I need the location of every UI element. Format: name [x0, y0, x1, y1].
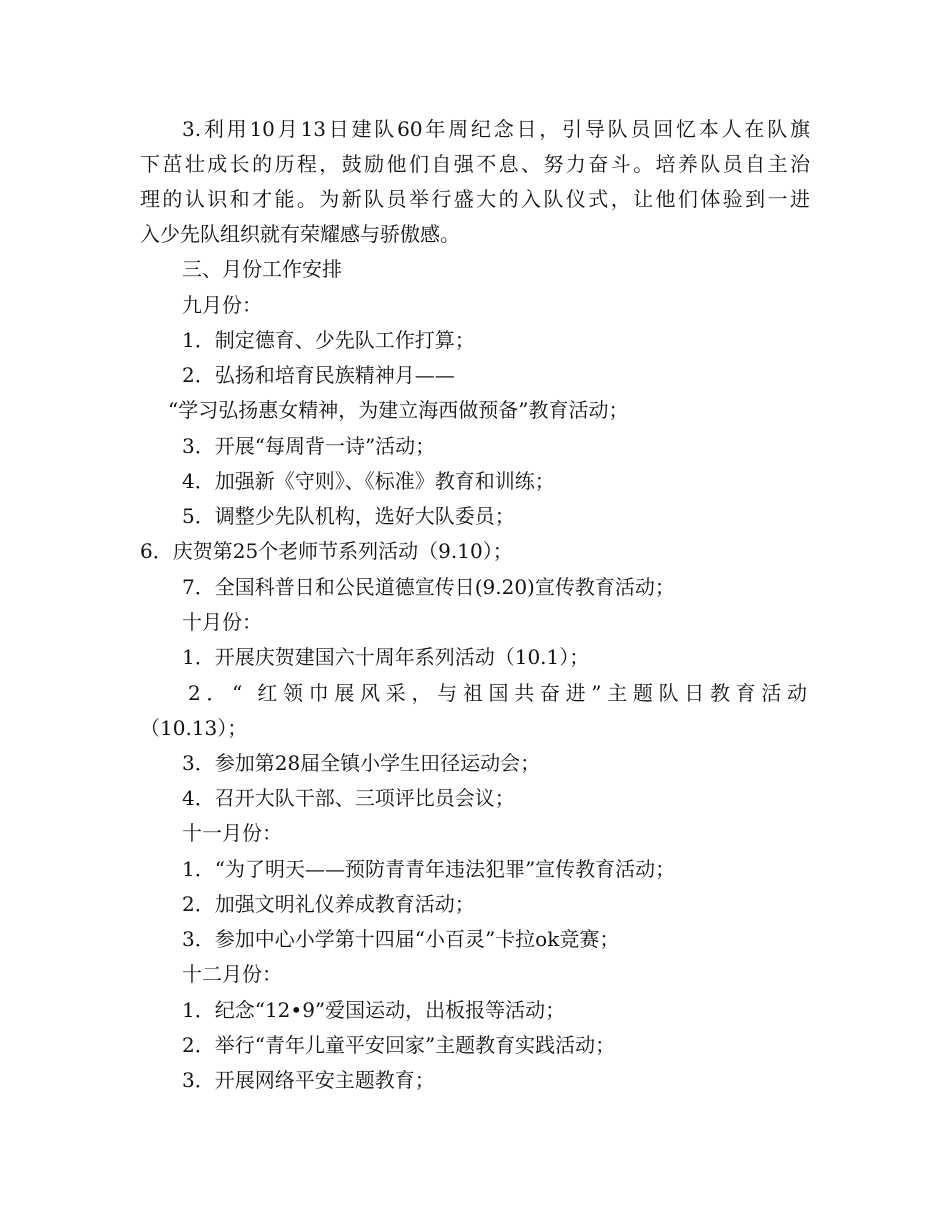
list-item: 1．制定德育、少先队工作打算；	[182, 328, 475, 352]
list-item: 1．“为了明天——预防青青年违法犯罪”宣传教育活动；	[182, 857, 676, 881]
month-heading: 十一月份：	[182, 821, 282, 845]
month-heading: 十月份：	[182, 610, 262, 634]
list-item: 4．加强新《守则》、《标准》教育和训练；	[182, 469, 555, 493]
list-item: 4．召开大队干部、三项评比员会议；	[182, 786, 515, 810]
paragraph-line: 入少先队组织就有荣耀感与骄傲感。	[140, 222, 460, 246]
list-item: 2．举行“青年儿童平安回家”主题教育实践活动；	[182, 1033, 616, 1057]
list-item-continuation: （10.13）；	[140, 716, 248, 740]
list-item: 2．加强文明礼仪养成教育活动；	[182, 892, 475, 916]
list-item: 3．开展网络平安主题教育；	[182, 1068, 435, 1092]
section-heading: 三、月份工作安排	[182, 257, 342, 281]
list-item: 3．开展“每周背一诗”活动；	[182, 434, 436, 458]
list-item: 7．全国科普日和公民道德宣传日(9.20)宣传教育活动；	[182, 575, 675, 599]
list-item: 1．纪念“12•9”爱国运动，出板报等活动；	[182, 998, 566, 1022]
paragraph-line: 下茁壮成长的历程，鼓励他们自强不息、努力奋斗。培养队员自主治	[140, 152, 810, 176]
list-item: 3．参加第28届全镇小学生田径运动会；	[182, 751, 541, 775]
list-item: 1．开展庆贺建国六十周年系列活动（10.1）；	[182, 645, 590, 669]
paragraph-line: 理的认识和才能。为新队员举行盛大的入队仪式，让他们体验到一进	[140, 187, 810, 211]
list-item: 6．庆贺第25个老师节系列活动（9.10）；	[140, 539, 513, 563]
month-heading: 九月份：	[182, 293, 262, 317]
paragraph-line: 3.利用10月13日建队60年周纪念日，引导队员回忆本人在队旗	[182, 117, 810, 141]
list-item: 3．参加中心小学第十四届“小百灵”卡拉ok竞赛；	[182, 927, 620, 951]
list-item-continuation: “学习弘扬惠女精神，为建立海西做预备”教育活动；	[168, 398, 629, 422]
list-item: 2．“ 红领巾展风采，与祖国共奋进”主题队日教育活动	[188, 681, 810, 705]
list-item: 5．调整少先队机构，选好大队委员；	[182, 504, 515, 528]
month-heading: 十二月份：	[182, 962, 282, 986]
list-item: 2．弘扬和培育民族精神月——	[182, 363, 455, 387]
